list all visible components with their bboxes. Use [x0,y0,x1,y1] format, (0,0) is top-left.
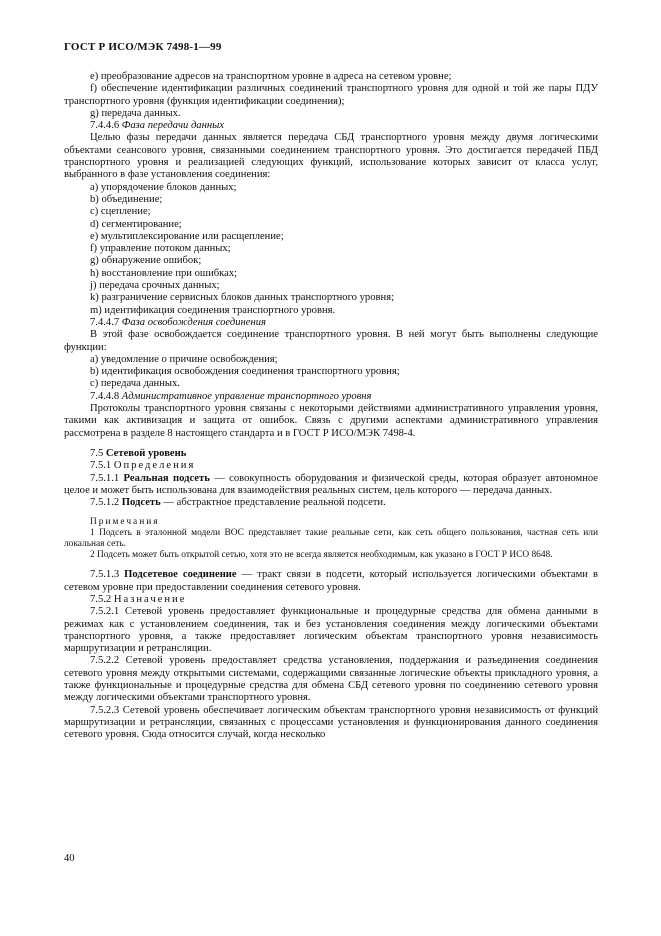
section-title: Назначение [113,593,187,605]
list-item: g) обнаружение ошибок; [90,255,202,267]
section-number: 7.4.4.8 [90,390,120,402]
list-item: j) передача срочных данных; [90,280,220,292]
section-heading [64,594,598,606]
section-title: Фаза передачи данных [121,120,224,132]
paragraph: Протоколы транспортного уровня связаны с некоторыми действиями административного управления уровня, такими как активизация и защита от ошибок. Связь с другими аспектами административного управления рассмотрена в разделе 8 настоящего стандарта и в ГОСТ Р ИСО/МЭК 7498-4. [64,403,598,439]
list-item: h) восстановление при ошибках; [90,267,238,279]
definition-number: 7.5.1.1 [90,472,120,484]
section-number: 7.5.2 [90,593,112,605]
section-number: 7.4.4.6 [90,120,120,132]
paragraph: 7.5.2.2 Сетевой уровень предоставляет средства установления, поддержания и разъединения соединения сетевого уровня между открытыми системами, содержащими связанные логические объекты прикладного уровня, а также функциональные и процедурные средства для обмена СБД сетевого уровня по соединению сетевого уровня между логическими объектами транспортного уровня. [64,655,598,704]
list-item: а) упорядочение блоков данных; [90,181,237,193]
list-item: е) преобразование адресов на транспортном уровне в адреса на сетевом уровне; [90,71,452,82]
list-item: g) передача данных. [90,107,181,119]
section-title: Административное управление транспортного уровня [121,390,372,402]
definition-text: — совокупность оборудования и физической среды, которая образует автономное целое и может быть использована для взаимодействия реальных систем, цель которого — передача данных. [64,472,598,496]
definition-term: Подсеть [121,497,161,509]
list-item: f) обеспечение идентификации различных соединений транспортного уровня для одной и той же пары ПДУ транспортного уровня (функция идентификации соединения); [64,83,598,107]
list-item: а) уведомление о причине освобождения; [90,353,278,365]
list-item: d) сегментирование; [90,218,182,230]
definition [64,497,598,509]
list-item: m) идентификация соединения транспортного уровня. [90,304,336,316]
section-number: 7.4.4.7 [90,316,120,328]
definition [64,473,598,498]
page-number: 40 [64,853,75,864]
page-body [64,71,598,742]
paragraph: 7.5.2.3 Сетевой уровень обеспечивает логическим объектам транспортного уровня независимость от функций маршрутизации и ретрансляции, связанных с процессами установления и функционирования данного соединения сетевого уровня. Сюда относится случай, когда несколько [64,704,598,741]
section-heading [64,448,598,460]
list-item: k) разграничение сервисных блоков данных транспортного уровня; [90,292,395,304]
section-heading [64,391,598,403]
definition-term: Подсетевое соединение [124,569,237,581]
definition [64,569,598,594]
section-number: 7.5 [90,447,104,459]
definition-text: — тракт связи в подсети, который используется логическими объектами в сетевом уровне при предоставлении соединения сетевого уровня. [64,569,598,593]
definition-number: 7.5.1.3 [90,569,120,581]
definition-number: 7.5.1.2 [90,497,120,509]
paragraph: В этой фазе освобождается соединение транспортного уровня. В ней могут быть выполнены следующие функции: [64,329,598,353]
list-item: c) передача данных. [90,378,180,390]
list-item: b) объединение; [90,193,163,205]
list-item: c) сцепление; [90,206,151,218]
section-title: Сетевой уровень [105,447,187,459]
notes-heading: Примечания [90,517,160,528]
section-number: 7.5.1 [90,460,112,472]
section-title: Определения [113,460,196,472]
definition-term: Реальная подсеть [123,472,210,484]
section-title: Фаза освобождения соединения [121,316,266,328]
section-heading [64,317,598,329]
list-item: f) управление потоком данных; [90,243,231,255]
paragraph: Целью фазы передачи данных является передача СБД транспортного уровня между двумя логическими объектами сеансового уровня, связанными соединением транспортного уровня. Это достигается передачей ПБД транспортного уровня и реализацией следующих функций, использование которых зависит от класса услуг, выбранного в фазе установления соединения: [64,132,598,181]
section-heading [64,460,598,472]
definition-text: — абстрактное представление реальной подсети. [160,497,386,509]
list-item: е) мультиплексирование или расщепление; [90,230,284,242]
note-item: 1 Подсеть в эталонной модели ВОС представляет такие реальные сети, как сеть общего пользования, частная сеть или локальная сеть. [64,528,598,550]
paragraph: 7.5.2.1 Сетевой уровень предоставляет функциональные и процедурные средства для обмена данными в режимах как с установлением соединения, так и без установления соединения между логическими объектами транспортного уровня, а также предоставляет логическим объектам транспортного уровня независимость маршрутизации и ретрансляции. [64,606,598,655]
section-heading [64,120,598,132]
note-item: 2 Подсеть может быть открытой сетью, хотя это не всегда является необходимым, как указано в ГОСТ Р ИСО 8648. [90,550,553,561]
list-item: b) идентификация освобождения соединения транспортного уровня; [90,366,400,378]
page-header: ГОСТ Р ИСО/МЭК 7498-1—99 [64,41,222,53]
